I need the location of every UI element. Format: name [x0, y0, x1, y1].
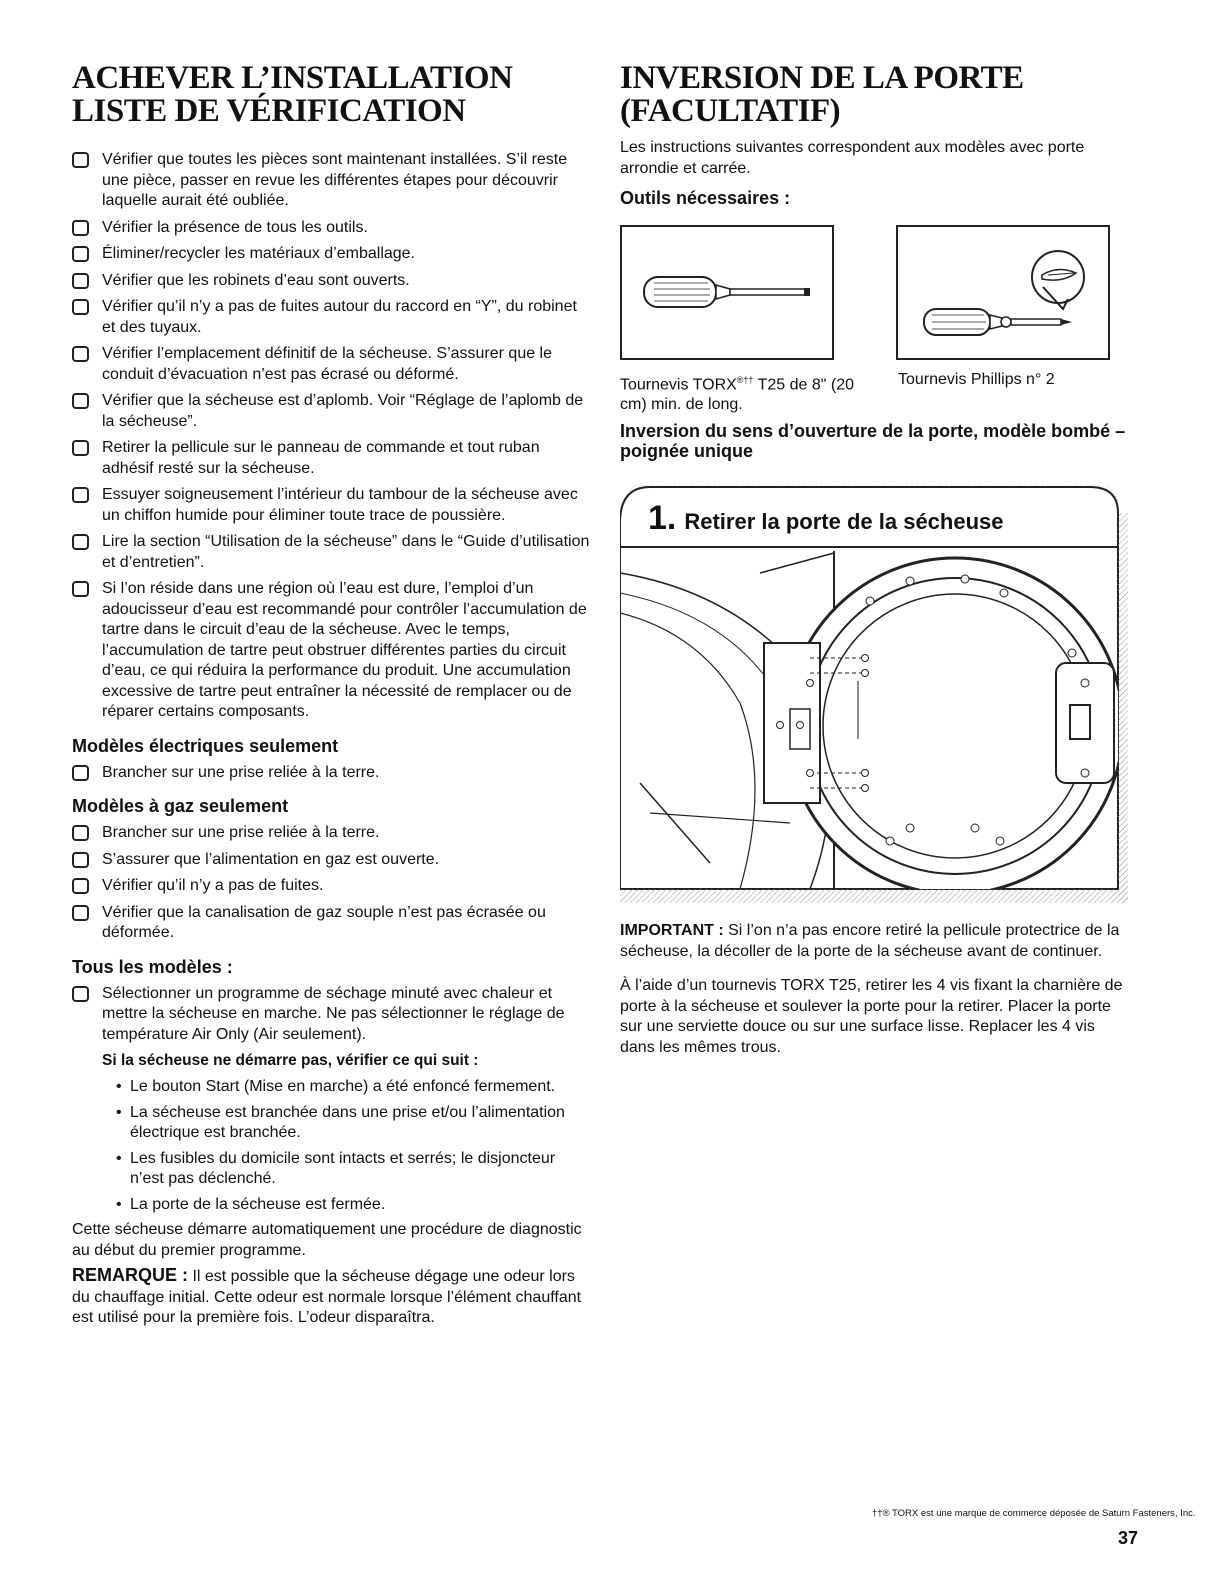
list-item: • Le bouton Start (Mise en marche) a été enfoncé fermement. — [116, 1077, 592, 1098]
checkbox-icon — [72, 878, 89, 894]
checkbox-icon — [72, 765, 89, 781]
important-label: IMPORTANT : — [620, 922, 724, 939]
torx-screwdriver-icon — [622, 227, 832, 358]
remarque-paragraph — [72, 1265, 592, 1329]
dryer-door-illustration — [620, 483, 1130, 913]
remarque-text: Il est possible que la sécheuse dégage une odeur lors du chauffage initial. Cette odeur est normale lorsque l’élément chauffant est utilisé pour la première fois. L’odeur disparaîtra. — [72, 1268, 582, 1326]
electric-models-heading: Modèles électriques seulement — [72, 735, 339, 756]
checklist-item: Sélectionner un programme de séchage minuté avec chaleur et mettre la sécheuse en marche. Ne pas sélectionner le réglage de température Air Only (Air seulement). — [72, 984, 592, 1046]
door-reversal-title — [620, 62, 1132, 128]
right-column — [620, 62, 1132, 1058]
checklist-item: Vérifier la présence de tous les outils. — [72, 218, 592, 239]
door-reversal-title-line-2: (FACULTATIF) — [620, 93, 841, 129]
bullet-icon: • — [116, 1078, 122, 1095]
checkbox-icon — [72, 273, 89, 289]
troubleshoot-list — [116, 1077, 592, 1215]
checklist-item: Brancher sur une prise reliée à la terre. — [72, 823, 592, 844]
gas-models-heading: Modèles à gaz seulement — [72, 796, 289, 816]
all-models-heading: Tous les modèles : — [72, 956, 233, 977]
checkbox-icon — [72, 905, 89, 921]
step-1-figure — [620, 483, 1130, 913]
door-reversal-title-line-1: INVERSION DE LA PORTE — [620, 60, 1024, 96]
checklist-title — [72, 62, 592, 128]
checkbox-icon — [72, 246, 89, 262]
electric-checklist — [72, 763, 592, 784]
checkbox-icon — [72, 986, 89, 1002]
checkbox-icon — [72, 487, 89, 503]
list-item: • Les fusibles du domicile sont intacts et serrés; le disjoncteur n’est pas déclenché. — [116, 1149, 556, 1187]
checkbox-icon — [72, 581, 89, 597]
checklist-item: Essuyer soigneusement l’intérieur du tambour de la sécheuse avec un chiffon humide pour éliminer toute trace de poussière. — [72, 485, 592, 526]
torx-caption: Tournevis TORX®†† T25 de 8" (20 cm) min. de long. — [620, 375, 855, 414]
checkbox-icon — [72, 534, 89, 550]
checklist-item: Vérifier qu’il n’y a pas de fuites autour du raccord en “Y”, du robinet et des tuyaux. — [72, 297, 592, 338]
checklist-item: Si l’on réside dans une région où l’eau est dure, l’emploi d’un adoucisseur d’eau est recommandé pour contrôler l’accumulation de tartre dans le circuit d’eau de la sécheuse. Avec le temps, l’accumulation de tartre peut obstruer différentes parties du circuit d’eau, ce qui réduira la performance du produit. Une accumulation excessive de tartre peut entraîner la nécessité de remplacer ou de réparer certains composants. — [72, 579, 592, 723]
tools-section — [620, 225, 1132, 415]
tools-heading: Outils nécessaires : — [620, 188, 791, 208]
troubleshoot-heading: Si la sécheuse ne démarre pas, vérifier ce qui suit : — [102, 1052, 479, 1069]
step-1-title: 1. Retirer la porte de la sécheuse — [648, 499, 1004, 537]
torx-screwdriver-box — [620, 225, 834, 360]
checkbox-icon — [72, 220, 89, 236]
checklist-item: Retirer la pellicule sur le panneau de commande et tout ruban adhésif resté sur la sécheuse. — [72, 438, 592, 479]
phillips-caption: Tournevis Phillips n° 2 — [898, 371, 1055, 388]
bullet-icon: • — [116, 1103, 122, 1121]
checkbox-icon — [72, 299, 89, 315]
phillips-screwdriver-icon — [898, 227, 1108, 358]
bullet-icon: • — [116, 1149, 122, 1167]
checklist-item: S’assurer que l’alimentation en gaz est ouverte. — [72, 850, 592, 871]
important-paragraph — [620, 921, 1132, 962]
checklist-item: Brancher sur une prise reliée à la terre. — [72, 763, 592, 784]
important-text: Si l’on n’a pas encore retiré la pellicule protectrice de la sécheuse, la décoller de la porte de la sécheuse avant de continuer. — [620, 922, 1120, 960]
checkbox-icon — [72, 852, 89, 868]
remarque-label: REMARQUE : — [72, 1265, 188, 1285]
checklist-item: Vérifier que la sécheuse est d’aplomb. Voir “Réglage de l’aplomb de la sécheuse”. — [72, 391, 592, 432]
checkbox-icon — [72, 152, 89, 168]
bullet-icon: • — [116, 1195, 122, 1213]
checklist-title-line-2: LISTE DE VÉRIFICATION — [72, 93, 466, 129]
phillips-screwdriver-box — [896, 225, 1110, 360]
door-reversal-intro: Les instructions suivantes correspondent aux modèles avec porte arrondie et carrée. — [620, 139, 1085, 177]
all-models-checklist — [72, 984, 592, 1046]
diagnostic-paragraph: Cette sécheuse démarre automatiquement une procédure de diagnostic au début du premier programme. — [72, 1221, 582, 1259]
checklist-item: Vérifier qu’il n’y a pas de fuites. — [72, 876, 592, 897]
trademark-footnote: ††® TORX est une marque de commerce déposée de Saturn Fasteners, Inc. — [872, 1508, 1196, 1519]
checkbox-icon — [72, 393, 89, 409]
reversal-section-heading: Inversion du sens d’ouverture de la porte, modèle bombé – poignée unique — [620, 421, 1126, 461]
checkbox-icon — [72, 440, 89, 456]
page-number: 37 — [1118, 1528, 1139, 1548]
left-column — [72, 62, 592, 1329]
checklist-item: Vérifier que la canalisation de gaz souple n’est pas écrasée ou déformée. — [72, 903, 592, 944]
step-number: 1. — [648, 499, 677, 537]
checklist-item: Lire la section “Utilisation de la sécheuse” dans le “Guide d’utilisation et d’entretien”. — [72, 532, 592, 573]
gas-checklist — [72, 823, 592, 944]
instruction-paragraph: À l’aide d’un tournevis TORX T25, retirer les 4 vis fixant la charnière de porte à la sécheuse et soulever la porte pour la retirer. Placer la porte sur une serviette douce ou sur une surface lisse. Replacer les 4 vis dans les mêmes trous. — [620, 977, 1123, 1056]
checkbox-icon — [72, 825, 89, 841]
checklist-title-line-1: ACHEVER L’INSTALLATION — [72, 60, 513, 96]
list-item: • La sécheuse est branchée dans une prise et/ou l’alimentation électrique est branchée. — [116, 1103, 565, 1141]
checklist-item: Vérifier que les robinets d’eau sont ouverts. — [72, 271, 592, 292]
checklist-item: Vérifier que toutes les pièces sont maintenant installées. S’il reste une pièce, passer en revue les différentes étapes pour découvrir laquelle aurait été oubliée. — [72, 150, 592, 212]
checkbox-icon — [72, 346, 89, 362]
installation-checklist — [72, 150, 592, 723]
checklist-item: Éliminer/recycler les matériaux d’emballage. — [72, 244, 592, 265]
checklist-item: Vérifier l’emplacement définitif de la sécheuse. S’assurer que le conduit d’évacuation n’est pas écrasé ou déformé. — [72, 344, 592, 385]
list-item: • La porte de la sécheuse est fermée. — [116, 1195, 592, 1216]
